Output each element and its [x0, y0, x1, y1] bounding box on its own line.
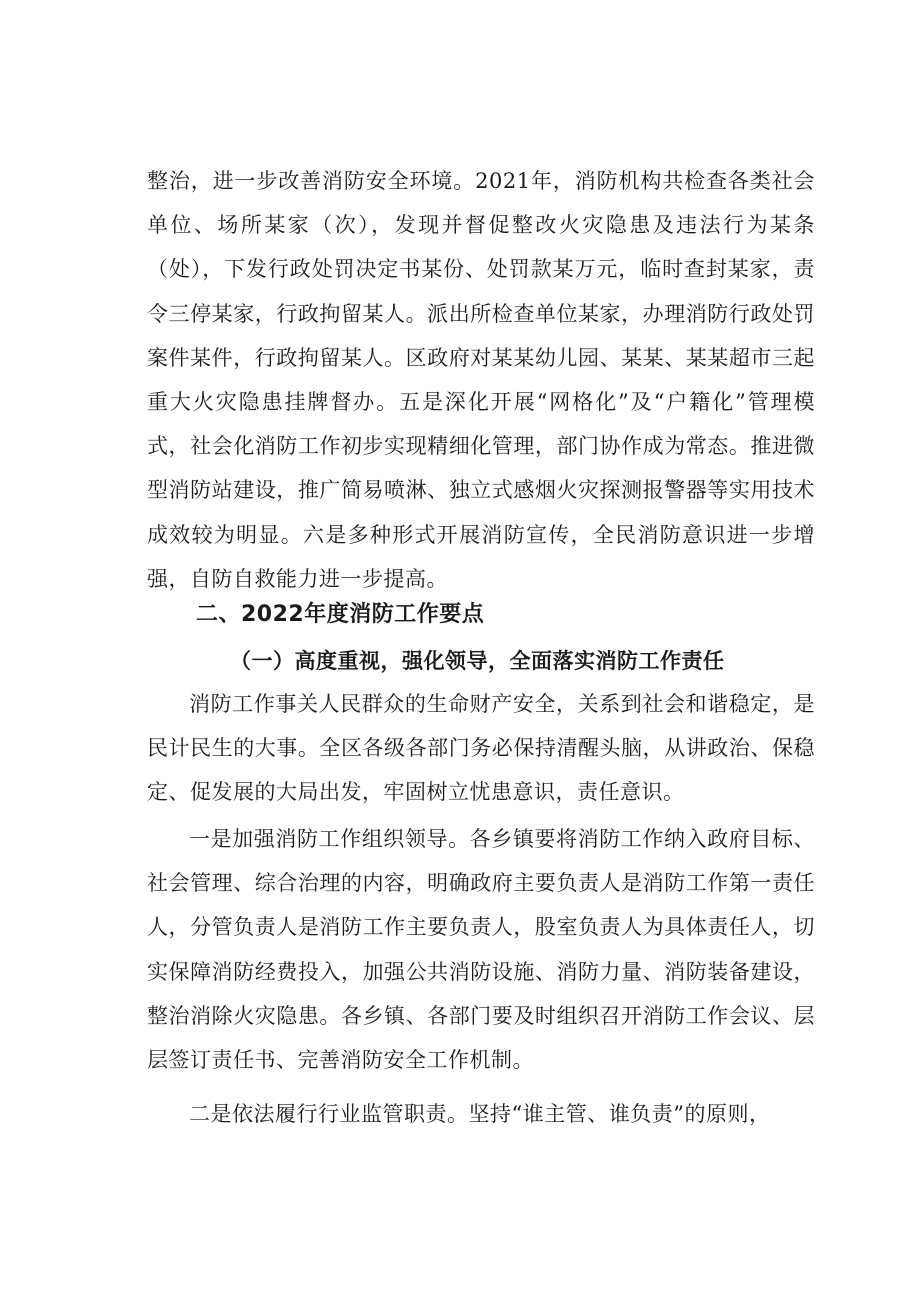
paragraph-point-two: 二是依法履行行业监管职责。坚持“谁主管、谁负责”的原则，: [189, 1102, 771, 1126]
paragraph-fire-inspection-results: 整治，进一步改善消防安全环境。2021年，消防机构共检查各类社会单位、场所某家（次），发现并督促整改火灾隐患及违法行为某条（处），下发行政处罚决定书某份、处罚款某万元，临时查封某家，责令三停某家，行政拘留某人。派出所检查单位某家，办理消防行政处罚案件某件，行政拘留某人。区政府对某某幼儿园、某某、某某超市三起重大火灾隐患挂牌督办。五是深化开展“网格化”及“户籍化”管理模式，社会化消防工作初步实现精细化管理，部门协作成为常态。推进微型消防站建设，推广简易喷淋、独立式感烟火灾探测报警器等实用技术成效较为明显。六是多种形式开展消防宣传，全民消防意识进一步增强，自防自救能力进一步提高。: [147, 169, 815, 591]
paragraph-importance: 消防工作事关人民群众的生命财产安全，关系到社会和谐稳定，是民计民生的大事。全区各级各部门务必保持清醒头脑，从讲政治、保稳定、促发展的大局出发，牢固树立忧患意识，责任意识。: [147, 692, 815, 805]
paragraph-point-one: 一是加强消防工作组织领导。各乡镇要将消防工作纳入政府目标、社会管理、综合治理的内容，明确政府主要负责人是消防工作第一责任人，分管负责人是消防工作主要负责人，股室负责人为具体责任人，切实保障消防经费投入，加强公共消防设施、消防力量、消防装备建设，整治消除火灾隐患。各乡镇、各部门要及时组织召开消防工作会议、层层签订责任书、完善消防安全工作机制。: [147, 827, 815, 1073]
subsection-heading: （一）高度重视，强化领导，全面落实消防工作责任: [230, 648, 725, 673]
section-heading: 二、2022年度消防工作要点: [196, 602, 485, 627]
